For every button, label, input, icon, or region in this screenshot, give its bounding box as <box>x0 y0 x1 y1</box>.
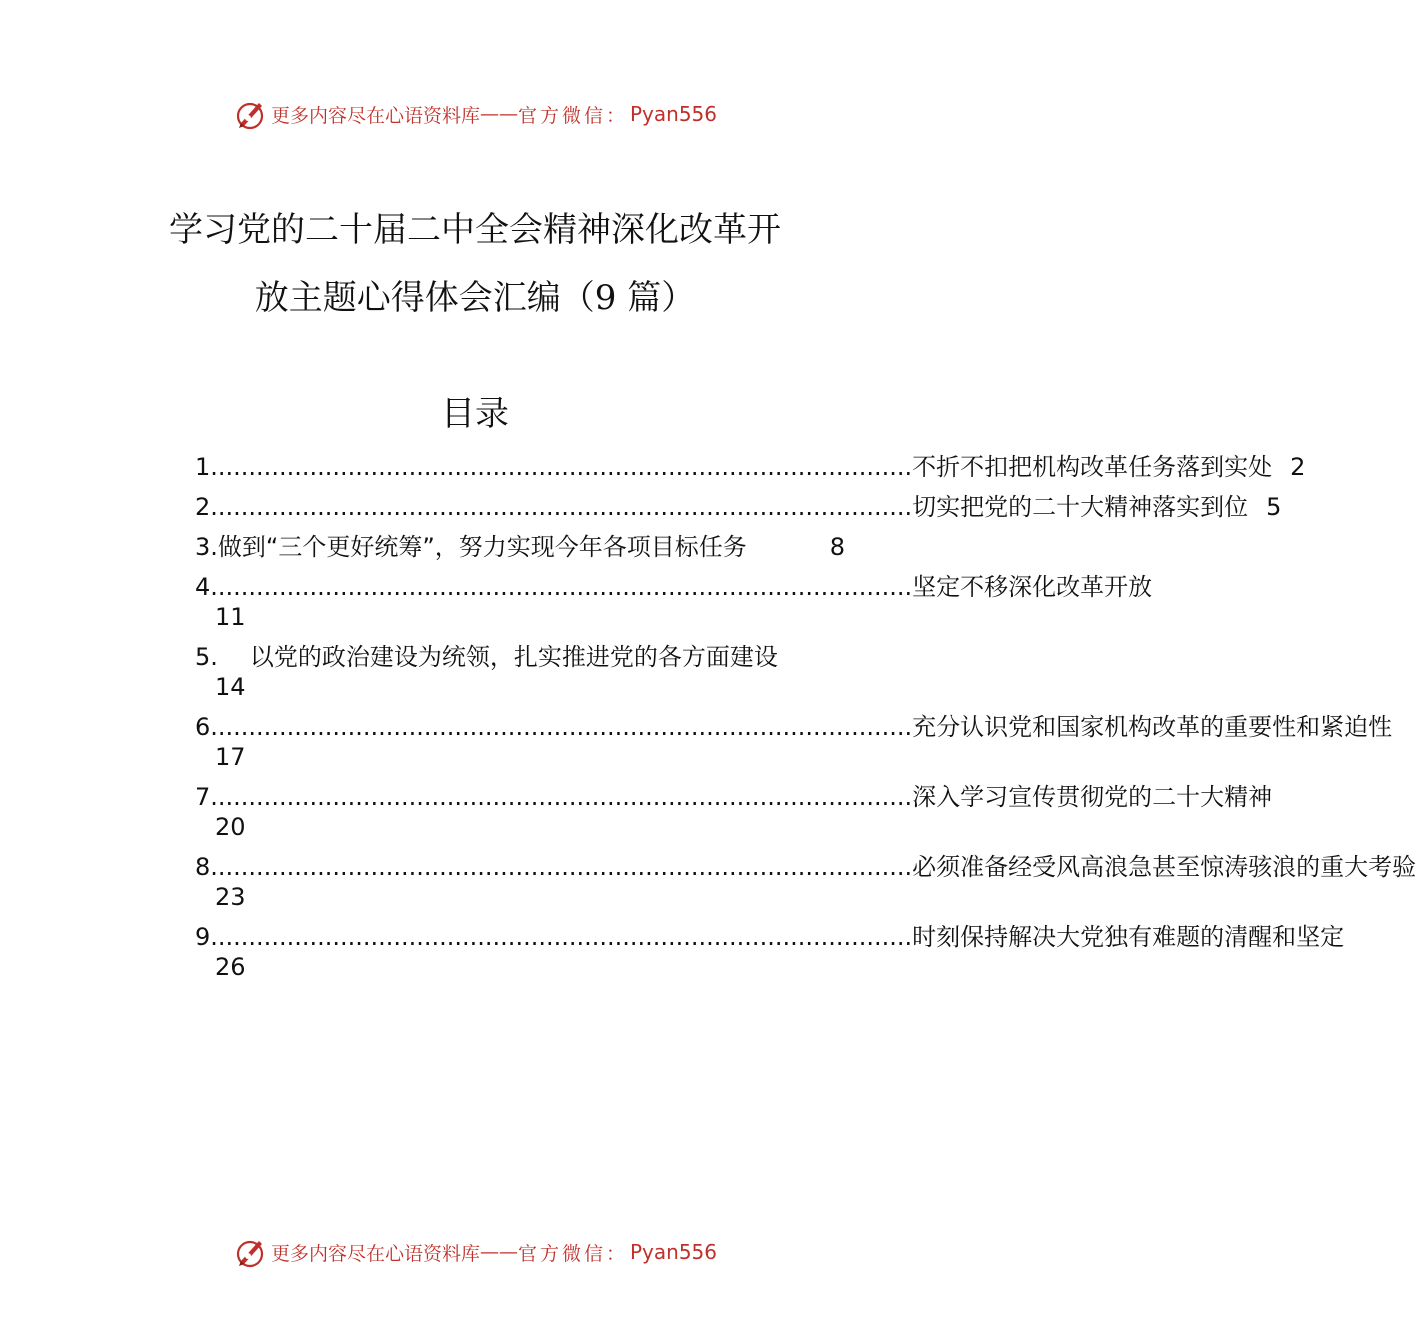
banner-wechat-id: Pyan556 <box>630 102 718 126</box>
footer-banner <box>0 1232 950 1272</box>
toc-entry-title: 充分认识党和国家机构改革的重要性和紧迫性 <box>912 713 1393 741</box>
banner-dash: —— <box>479 1241 518 1263</box>
banner-wechat-label: 官方微信： <box>517 1242 628 1265</box>
toc-entry-page: 8 <box>829 533 845 561</box>
toc-entry-page: 5 <box>1266 493 1282 521</box>
pen-logo-icon <box>233 97 267 131</box>
toc-leader-dots: ............................................................................................ <box>210 713 913 741</box>
toc-entry[interactable] <box>195 782 1273 842</box>
banner-wechat-label: 官方微信： <box>517 104 628 127</box>
toc-leader-dots: ............................................................................................ <box>210 493 913 521</box>
toc-entry[interactable] <box>195 492 1282 522</box>
toc-entry[interactable] <box>195 712 1393 772</box>
document-title-line-2: 放主题心得体会汇编（9 篇） <box>254 278 696 318</box>
toc-leader-dots: ............................................................................................ <box>210 923 913 951</box>
toc-entry-page: 17 <box>215 743 246 771</box>
banner-site-name: 更多内容尽在心语资料库 <box>270 1242 480 1265</box>
toc-heading: 目录 <box>441 394 509 434</box>
toc-entry-title: 坚定不移深化改革开放 <box>912 573 1153 601</box>
toc-entry-page: 2 <box>1290 453 1306 481</box>
toc-entry[interactable] <box>195 572 1153 632</box>
toc-entry[interactable] <box>195 922 1345 982</box>
banner-wechat-id: Pyan556 <box>630 1240 718 1264</box>
table-of-contents <box>195 452 1416 992</box>
toc-leader-dots: ............................................................................................ <box>210 853 913 881</box>
banner-site-name: 更多内容尽在心语资料库 <box>270 104 480 127</box>
toc-entry-page: 26 <box>215 953 246 981</box>
toc-entry[interactable] <box>195 852 1416 912</box>
toc-entry-title: 以党的政治建设为统领，扎实推进党的各方面建设 <box>249 643 778 671</box>
toc-entry-number: 5. <box>195 643 218 671</box>
toc-entry-number: 4 <box>195 573 211 601</box>
toc-leader-dots: ............................................................................................ <box>210 573 913 601</box>
toc-entry-title: 必须准备经受风高浪急甚至惊涛骇浪的重大考验 <box>912 853 1416 881</box>
toc-leader-dots: ............................................................................................ <box>210 783 913 811</box>
toc-entry-title: 时刻保持解决大党独有难题的清醒和坚定 <box>912 923 1345 951</box>
toc-entry[interactable] <box>195 532 845 562</box>
toc-entry-number: 8 <box>195 853 211 881</box>
toc-entry-number: 1 <box>195 453 211 481</box>
toc-entry-number: 3. <box>195 533 218 561</box>
toc-entry-number: 2 <box>195 493 211 521</box>
toc-entry[interactable] <box>195 642 845 702</box>
toc-entry-title: 做到“三个更好统筹”，努力实现今年各项目标任务 <box>217 533 747 561</box>
banner-dash: —— <box>479 103 518 125</box>
toc-leader-dots: ............................................................................................ <box>210 453 913 481</box>
toc-entry-page: 20 <box>215 813 246 841</box>
toc-entry-number: 9 <box>195 923 211 951</box>
toc-entry-page: 23 <box>215 883 246 911</box>
toc-entry-number: 6 <box>195 713 211 741</box>
toc-entry-page: 11 <box>215 603 246 631</box>
toc-entry-title: 切实把党的二十大精神落实到位 <box>912 493 1249 521</box>
toc-entry-page: 14 <box>215 673 246 701</box>
toc-entry-number: 7 <box>195 783 211 811</box>
toc-entry-title: 深入学习宣传贯彻党的二十大精神 <box>912 783 1273 811</box>
toc-entry[interactable] <box>195 452 1306 482</box>
pen-logo-icon <box>233 1235 267 1269</box>
header-banner <box>0 94 950 134</box>
document-title-line-1: 学习党的二十届二中全会精神深化改革开 <box>169 210 781 250</box>
toc-entry-title: 不折不扣把机构改革任务落到实处 <box>912 453 1273 481</box>
